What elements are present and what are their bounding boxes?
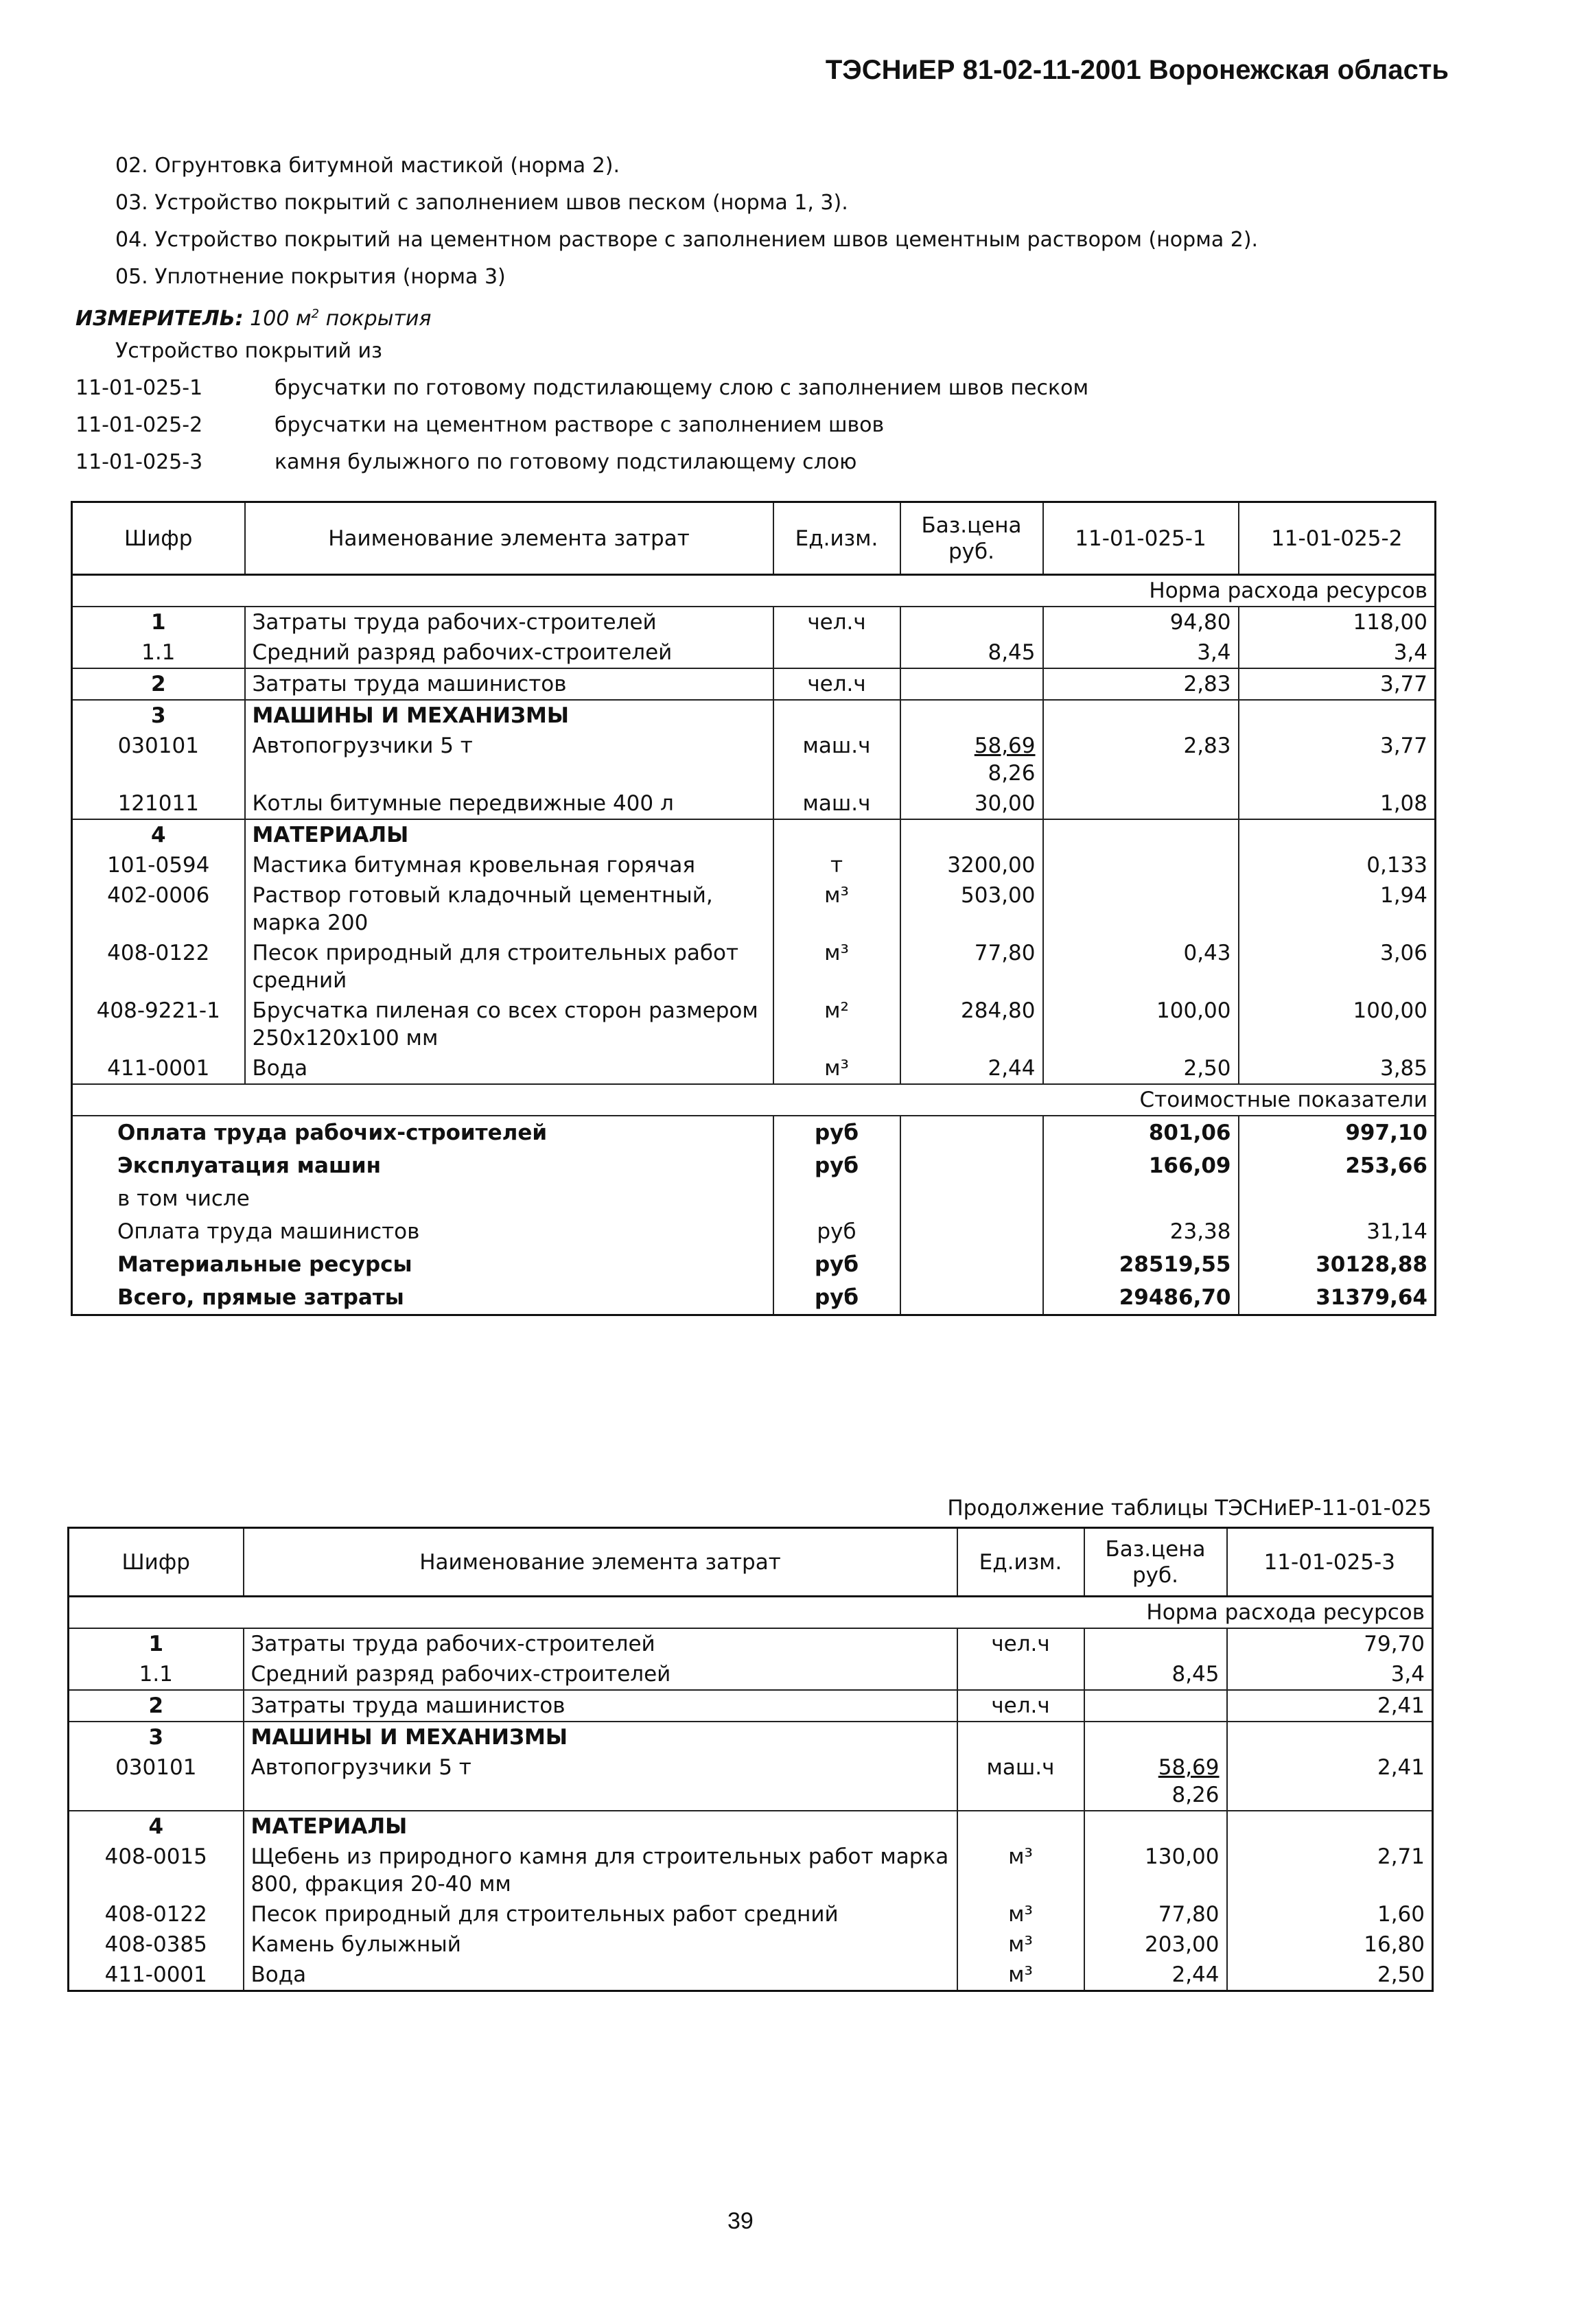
- cell-v1: 3,4: [1043, 637, 1239, 668]
- table-row: [69, 1811, 1433, 1842]
- price-underlined: 58,69: [1158, 1755, 1220, 1780]
- measurement-sup: 2: [311, 307, 320, 321]
- cell-unit: чел.ч: [957, 1628, 1084, 1659]
- table-row: [69, 1752, 1433, 1811]
- cell-code: 1: [148, 1632, 164, 1656]
- cell-v1: [1043, 850, 1239, 880]
- cell-code: 4: [72, 819, 245, 850]
- code-line: [75, 370, 1448, 407]
- cell-v1: 79,70: [1227, 1628, 1433, 1659]
- table-row: [72, 996, 1436, 1053]
- cell-name: Вода: [244, 1960, 957, 1991]
- table-row: [69, 1960, 1433, 1991]
- norms-table-2: [67, 1527, 1434, 1992]
- cell-name: Щебень из природного камня для строительных работ марка 800, фракция 20-40 мм: [244, 1842, 957, 1899]
- cell-v2: 1,08: [1239, 788, 1436, 819]
- cell-price: [1084, 1628, 1227, 1659]
- total-row: [72, 1215, 1436, 1248]
- total-v1: 28519,55: [1043, 1248, 1239, 1281]
- table-row: [72, 850, 1436, 880]
- cell-price: [1084, 1690, 1227, 1722]
- code-line: [75, 444, 1448, 481]
- total-unit: руб: [773, 1116, 900, 1149]
- cell-code: 411-0001: [107, 1056, 210, 1081]
- intro-line: 04. Устройство покрытий на цементном растворе с заполнением швов цементным раствором (норма 2).: [115, 228, 1259, 252]
- table-row: [72, 819, 1436, 850]
- cell-v2: 0,133: [1239, 850, 1436, 880]
- cell-code: 1.1: [141, 640, 176, 665]
- cell-v1: [1043, 788, 1239, 819]
- table-row: [72, 938, 1436, 996]
- cell-price: 3200,00: [900, 850, 1043, 880]
- total-row: [72, 1182, 1436, 1215]
- measurement-label: ИЗМЕРИТЕЛЬ:: [75, 307, 244, 331]
- cell-code: 3: [69, 1722, 244, 1752]
- cell-v2: 1,94: [1239, 880, 1436, 938]
- intro-line: 03. Устройство покрытий с заполнением швов песком (норма 1, 3).: [115, 191, 848, 215]
- cell-unit: м³: [957, 1842, 1084, 1899]
- cell-name: Затраты труда рабочих-строителей: [244, 1628, 957, 1659]
- cell-name: МАШИНЫ И МЕХАНИЗМЫ: [245, 700, 773, 731]
- cell-v1: 100,00: [1043, 996, 1239, 1053]
- cell-code: 4: [69, 1811, 244, 1842]
- cell-name: Затраты труда машинистов: [244, 1690, 957, 1722]
- cell-v1: 2,50: [1227, 1960, 1433, 1991]
- total-row: [72, 1281, 1436, 1315]
- code-text: брусчатки по готовому подстилающему слою с заполнением швов песком: [275, 376, 1089, 400]
- cell-price: 284,80: [900, 996, 1043, 1053]
- cell-name: Раствор готовый кладочный цементный, марка 200: [245, 880, 773, 938]
- cell-unit: маш.ч: [773, 788, 900, 819]
- cell-price: [1084, 1752, 1227, 1811]
- cell-name: Камень булыжный: [244, 1929, 957, 1960]
- col-head-name: Наименование элемента затрат: [245, 502, 773, 575]
- table-row: [72, 731, 1436, 788]
- cell-code: 101-0594: [107, 853, 210, 878]
- table-row: [72, 700, 1436, 731]
- section-norm-title: Норма расхода ресурсов: [69, 1597, 1433, 1629]
- code-text: брусчатки на цементном растворе с заполнением швов: [275, 413, 885, 437]
- col-head-shifr: Шифр: [69, 1528, 244, 1597]
- section-norm-title: Норма расхода ресурсов: [72, 575, 1436, 607]
- cell-name: Затраты труда рабочих-строителей: [245, 607, 773, 637]
- price-second: 8,26: [1171, 1783, 1220, 1807]
- cell-v2: 3,85: [1239, 1053, 1436, 1084]
- cell-unit: маш.ч: [957, 1752, 1084, 1811]
- code-text: камня булыжного по готовому подстилающему слою: [275, 450, 857, 474]
- total-v2: 31379,64: [1239, 1281, 1436, 1315]
- cell-unit: чел.ч: [957, 1690, 1084, 1722]
- cell-price: [900, 731, 1043, 788]
- total-name: Материальные ресурсы: [117, 1252, 412, 1277]
- col-head-c1: 11-01-025-1: [1043, 502, 1239, 575]
- cell-unit: м³: [773, 880, 900, 938]
- cell-code: 402-0006: [107, 883, 210, 908]
- total-v1: 23,38: [1043, 1215, 1239, 1248]
- cell-name: Котлы битумные передвижные 400 л: [245, 788, 773, 819]
- cell-v2: 100,00: [1239, 996, 1436, 1053]
- cell-name: МАТЕРИАЛЫ: [244, 1811, 957, 1842]
- table-row: [69, 1929, 1433, 1960]
- cell-price: 503,00: [900, 880, 1043, 938]
- cell-price: 203,00: [1084, 1929, 1227, 1960]
- intro-line: 02. Огрунтовка битумной мастикой (норма 2).: [115, 154, 620, 178]
- cell-v2: 3,06: [1239, 938, 1436, 996]
- cell-name: Средний разряд рабочих-строителей: [245, 637, 773, 668]
- table-row: [72, 637, 1436, 668]
- table-row: [69, 1628, 1433, 1659]
- col-head-unit: Ед.изм.: [773, 502, 900, 575]
- code: 11-01-025-2: [75, 413, 203, 437]
- cell-unit: м³: [957, 1929, 1084, 1960]
- cell-code: 2: [69, 1690, 244, 1722]
- total-v2: 997,10: [1239, 1116, 1436, 1149]
- cell-code: 030101: [115, 1755, 197, 1780]
- cell-v1: 1,60: [1227, 1899, 1433, 1929]
- cell-unit: м³: [957, 1899, 1084, 1929]
- total-unit: руб: [773, 1281, 900, 1315]
- cell-name: МАШИНЫ И МЕХАНИЗМЫ: [244, 1722, 957, 1752]
- cell-v1: 94,80: [1043, 607, 1239, 637]
- measurement-line: [75, 296, 1448, 333]
- total-v2: 31,14: [1239, 1215, 1436, 1248]
- cell-code: 030101: [117, 733, 199, 758]
- cell-v1: 2,41: [1227, 1690, 1433, 1722]
- cell-name: Песок природный для строительных работ средний: [244, 1899, 957, 1929]
- cell-v1: 2,83: [1043, 731, 1239, 788]
- total-name: Оплата труда рабочих-строителей: [117, 1120, 548, 1145]
- cell-price: 2,44: [1084, 1960, 1227, 1991]
- total-row: [72, 1149, 1436, 1182]
- cell-v2: 118,00: [1239, 607, 1436, 637]
- total-v2: 253,66: [1239, 1149, 1436, 1182]
- table-row: [69, 1842, 1433, 1899]
- cell-price: 130,00: [1084, 1842, 1227, 1899]
- cell-code: 1: [150, 610, 166, 635]
- col-head-c1: 11-01-025-3: [1227, 1528, 1433, 1597]
- cell-name: Песок природный для строительных работ средний: [245, 938, 773, 996]
- total-unit: руб: [773, 1215, 900, 1248]
- cell-code: 121011: [117, 791, 199, 816]
- cell-code: 408-0015: [104, 1844, 207, 1869]
- cell-unit: маш.ч: [773, 731, 900, 788]
- intro-line: 05. Уплотнение покрытия (норма 3): [115, 265, 506, 289]
- cell-code: 408-0122: [104, 1902, 207, 1927]
- cell-code: 2: [72, 668, 245, 700]
- total-name: Оплата труда машинистов: [117, 1219, 420, 1244]
- cell-price: 2,44: [900, 1053, 1043, 1084]
- cell-v1: [1043, 880, 1239, 938]
- cell-v2: 3,77: [1239, 668, 1436, 700]
- cell-v1: 2,50: [1043, 1053, 1239, 1084]
- total-v1: 801,06: [1043, 1116, 1239, 1149]
- cell-name: Мастика битумная кровельная горячая: [245, 850, 773, 880]
- table-row: [69, 1722, 1433, 1752]
- device-line: Устройство покрытий из: [115, 339, 382, 363]
- norms-table-1: [71, 501, 1436, 1316]
- total-name: Эксплуатация машин: [117, 1153, 382, 1178]
- cell-v1: 2,41: [1227, 1752, 1433, 1811]
- cell-v1: 2,83: [1043, 668, 1239, 700]
- table-row: [72, 1053, 1436, 1084]
- code: 11-01-025-3: [75, 450, 203, 474]
- cell-price: [900, 607, 1043, 637]
- total-v2: 30128,88: [1239, 1248, 1436, 1281]
- col-head-price: Баз.цена руб.: [1084, 1528, 1227, 1597]
- cell-v1: 2,71: [1227, 1842, 1433, 1899]
- cell-unit: м³: [773, 938, 900, 996]
- total-unit: руб: [773, 1248, 900, 1281]
- cell-code: 411-0001: [104, 1962, 207, 1987]
- cell-name: Автопогрузчики 5 т: [245, 731, 773, 788]
- cell-name: Вода: [245, 1053, 773, 1084]
- cell-unit: [773, 637, 900, 668]
- document-header: ТЭСНиЕР 81-02-11-2001 Воронежская область: [825, 55, 1449, 85]
- cell-v1: 3,4: [1227, 1659, 1433, 1690]
- cell-name: Затраты труда машинистов: [245, 668, 773, 700]
- cell-name: Брусчатка пиленая со всех сторон размером 250x120x100 мм: [245, 996, 773, 1053]
- total-unit: руб: [773, 1149, 900, 1182]
- total-v1: 166,09: [1043, 1149, 1239, 1182]
- cell-name: МАТЕРИАЛЫ: [245, 819, 773, 850]
- cell-v2: 3,77: [1239, 731, 1436, 788]
- cell-unit: т: [773, 850, 900, 880]
- col-head-price: Баз.цена руб.: [900, 502, 1043, 575]
- cell-unit: чел.ч: [773, 668, 900, 700]
- code-line: [75, 407, 1448, 444]
- table-row: [72, 788, 1436, 819]
- code: 11-01-025-1: [75, 376, 203, 400]
- table-row: [69, 1899, 1433, 1929]
- measurement-rest: покрытия: [319, 307, 432, 331]
- table-row: [69, 1690, 1433, 1722]
- price-second: 8,26: [988, 761, 1036, 786]
- total-row: [72, 1116, 1436, 1149]
- intro-block: [75, 148, 1448, 481]
- continuation-caption: Продолжение таблицы ТЭСНиЕР-11-01-025: [947, 1496, 1432, 1521]
- cell-v1: 16,80: [1227, 1929, 1433, 1960]
- cell-code: 408-9221-1: [96, 998, 220, 1023]
- cell-price: 8,45: [900, 637, 1043, 668]
- cell-price: 77,80: [1084, 1899, 1227, 1929]
- cell-unit: [957, 1659, 1084, 1690]
- total-name: в том числе: [117, 1186, 250, 1211]
- table-row: [72, 668, 1436, 700]
- total-name: Всего, прямые затраты: [117, 1285, 404, 1310]
- cell-code: 1.1: [139, 1662, 173, 1687]
- col-head-name: Наименование элемента затрат: [244, 1528, 957, 1597]
- cell-name: Средний разряд рабочих-строителей: [244, 1659, 957, 1690]
- price-underlined: 58,69: [974, 733, 1036, 758]
- cell-v2: 3,4: [1239, 637, 1436, 668]
- measurement-value: 100 м: [250, 307, 312, 331]
- cell-price: 77,80: [900, 938, 1043, 996]
- page-number: 39: [727, 2208, 754, 2234]
- cell-unit: м³: [773, 1053, 900, 1084]
- total-row: [72, 1248, 1436, 1281]
- cell-unit: м²: [773, 996, 900, 1053]
- cell-name: Автопогрузчики 5 т: [244, 1752, 957, 1811]
- table-row: [69, 1659, 1433, 1690]
- cell-price: [900, 668, 1043, 700]
- cell-price: 8,45: [1084, 1659, 1227, 1690]
- cell-code: 408-0385: [104, 1932, 207, 1957]
- col-head-shifr: Шифр: [72, 502, 245, 575]
- cell-v1: 0,43: [1043, 938, 1239, 996]
- cell-unit: чел.ч: [773, 607, 900, 637]
- table-row: [72, 880, 1436, 938]
- cell-code: 3: [72, 700, 245, 731]
- col-head-c2: 11-01-025-2: [1239, 502, 1436, 575]
- col-head-unit: Ед.изм.: [957, 1528, 1084, 1597]
- cell-unit: м³: [957, 1960, 1084, 1991]
- section-cost-title: Стоимостные показатели: [72, 1084, 1436, 1116]
- total-v1: 29486,70: [1043, 1281, 1239, 1315]
- table-row: [72, 607, 1436, 637]
- cell-price: 30,00: [900, 788, 1043, 819]
- cell-code: 408-0122: [107, 941, 210, 965]
